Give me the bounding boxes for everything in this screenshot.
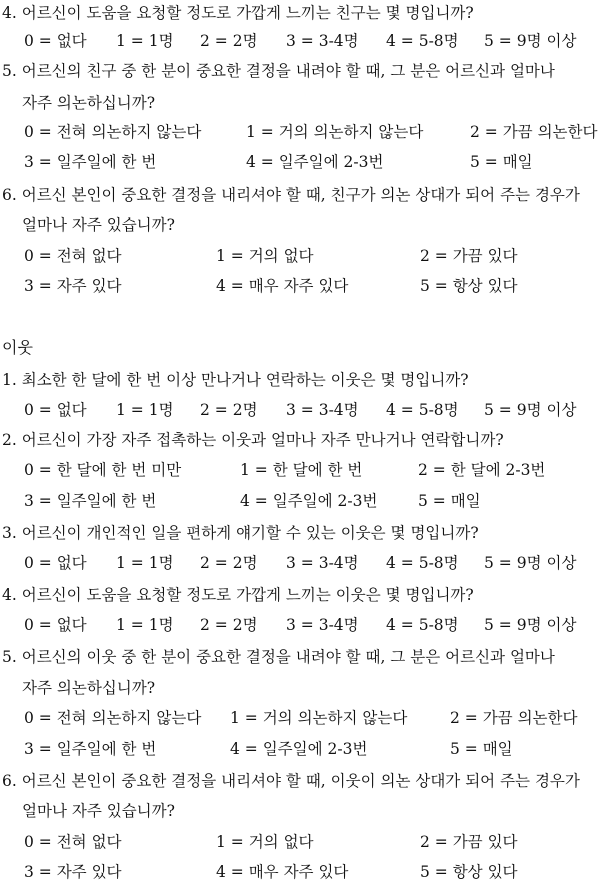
option: 5 = 매일 (450, 740, 513, 758)
option: 3 = 3-4명 (286, 32, 359, 50)
option: 2 = 가끔 있다 (420, 247, 518, 265)
neighbors-q6-options-row1 (0, 825, 600, 859)
neighbors-q2-options-row2 (0, 484, 600, 518)
friends-question-6-cont: 얼마나 자주 있습니까? (22, 216, 175, 234)
neighbors-question-6-cont: 얼마나 자주 있습니까? (22, 802, 175, 820)
option: 1 = 한 달에 한 번 (240, 461, 363, 479)
option: 5 = 9명 이상 (484, 616, 577, 634)
neighbors-question-2: 2. 어르신이 가장 자주 접촉하는 이웃과 얼마나 자주 만나거나 연락합니까? (2, 431, 504, 449)
option: 1 = 거의 없다 (216, 833, 314, 851)
option: 0 = 없다 (24, 32, 87, 50)
option: 1 = 1명 (116, 32, 174, 50)
option: 2 = 한 달에 2-3번 (418, 461, 546, 479)
option: 3 = 일주일에 한 번 (24, 492, 157, 510)
neighbors-q3-options (0, 546, 600, 580)
option: 2 = 가끔 있다 (420, 833, 518, 851)
friends-question-5-cont: 자주 의논하십니까? (22, 94, 156, 112)
option: 2 = 2명 (200, 401, 258, 419)
option: 0 = 없다 (24, 554, 87, 572)
friends-question-5: 5. 어르신의 친구 중 한 분이 중요한 결정을 내려야 할 때, 그 분은 어르신과 얼마나 (2, 62, 555, 80)
option: 5 = 항상 있다 (420, 277, 518, 295)
friends-question-4: 4. 어르신이 도움을 요청할 정도로 가깝게 느끼는 친구는 몇 명입니까? (2, 4, 474, 22)
option: 5 = 매일 (470, 153, 533, 171)
neighbors-question-4: 4. 어르신이 도움을 요청할 정도로 가깝게 느끼는 이웃은 몇 명입니까? (2, 586, 474, 604)
option: 1 = 1명 (116, 401, 174, 419)
option: 0 = 전혀 의논하지 않는다 (24, 709, 202, 727)
option: 4 = 일주일에 2-3번 (240, 492, 378, 510)
option: 0 = 전혀 없다 (24, 833, 122, 851)
option: 5 = 9명 이상 (484, 401, 577, 419)
option: 2 = 2명 (200, 616, 258, 634)
neighbors-q1-options (0, 393, 600, 427)
option: 2 = 가끔 의논한다 (470, 123, 598, 141)
friends-q5-options-row2 (0, 145, 600, 179)
option: 5 = 9명 이상 (484, 554, 577, 572)
friends-q6-options-row2 (0, 269, 600, 303)
option: 0 = 없다 (24, 616, 87, 634)
option: 3 = 3-4명 (286, 554, 359, 572)
neighbors-question-3: 3. 어르신이 개인적인 일을 편하게 얘기할 수 있는 이웃은 몇 명입니까? (2, 524, 479, 542)
option: 1 = 거의 없다 (216, 247, 314, 265)
option: 0 = 전혀 의논하지 않는다 (24, 123, 202, 141)
option: 2 = 2명 (200, 554, 258, 572)
neighbors-q6-options-row2 (0, 855, 600, 889)
option: 5 = 9명 이상 (484, 32, 577, 50)
friends-question-6: 6. 어르신 본인이 중요한 결정을 내리셔야 할 때, 친구가 의논 상대가 되어 주는 경우가 (2, 186, 580, 204)
option: 2 = 가끔 의논한다 (450, 709, 578, 727)
option: 0 = 한 달에 한 번 미만 (24, 461, 182, 479)
neighbors-q5-options-row1 (0, 701, 600, 735)
option: 1 = 거의 의논하지 않는다 (230, 709, 408, 727)
neighbors-question-5: 5. 어르신의 이웃 중 한 분이 중요한 결정을 내려야 할 때, 그 분은 어르신과 얼마나 (2, 648, 555, 666)
option: 1 = 거의 의논하지 않는다 (246, 123, 424, 141)
option: 3 = 자주 있다 (24, 863, 122, 881)
option: 4 = 일주일에 2-3번 (230, 740, 368, 758)
option: 1 = 1명 (116, 554, 174, 572)
option: 3 = 일주일에 한 번 (24, 153, 157, 171)
neighbors-question-1: 1. 최소한 한 달에 한 번 이상 만나거나 연락하는 이웃은 몇 명입니까? (2, 371, 469, 389)
section-heading-neighbors: 이웃 (2, 338, 33, 357)
option: 4 = 5-8명 (386, 32, 459, 50)
friends-q4-options (0, 24, 600, 58)
friends-q6-options-row1 (0, 239, 600, 273)
friends-q5-options-row1 (0, 115, 600, 149)
neighbors-question-6: 6. 어르신 본인이 중요한 결정을 내리셔야 할 때, 이웃이 의논 상대가 되어 주는 경우가 (2, 772, 580, 790)
option: 1 = 1명 (116, 616, 174, 634)
option: 3 = 자주 있다 (24, 277, 122, 295)
option: 5 = 항상 있다 (420, 863, 518, 881)
neighbors-q5-options-row2 (0, 732, 600, 766)
option: 4 = 5-8명 (386, 401, 459, 419)
option: 4 = 5-8명 (386, 554, 459, 572)
option: 0 = 전혀 없다 (24, 247, 122, 265)
option: 3 = 3-4명 (286, 401, 359, 419)
option: 2 = 2명 (200, 32, 258, 50)
option: 3 = 일주일에 한 번 (24, 740, 157, 758)
option: 5 = 매일 (418, 492, 481, 510)
option: 4 = 매우 자주 있다 (216, 277, 349, 295)
neighbors-q2-options-row1 (0, 453, 600, 487)
option: 3 = 3-4명 (286, 616, 359, 634)
option: 4 = 5-8명 (386, 616, 459, 634)
option: 0 = 없다 (24, 401, 87, 419)
neighbors-q4-options (0, 608, 600, 642)
option: 4 = 매우 자주 있다 (216, 863, 349, 881)
option: 4 = 일주일에 2-3번 (246, 153, 384, 171)
neighbors-question-5-cont: 자주 의논하십니까? (22, 679, 156, 697)
